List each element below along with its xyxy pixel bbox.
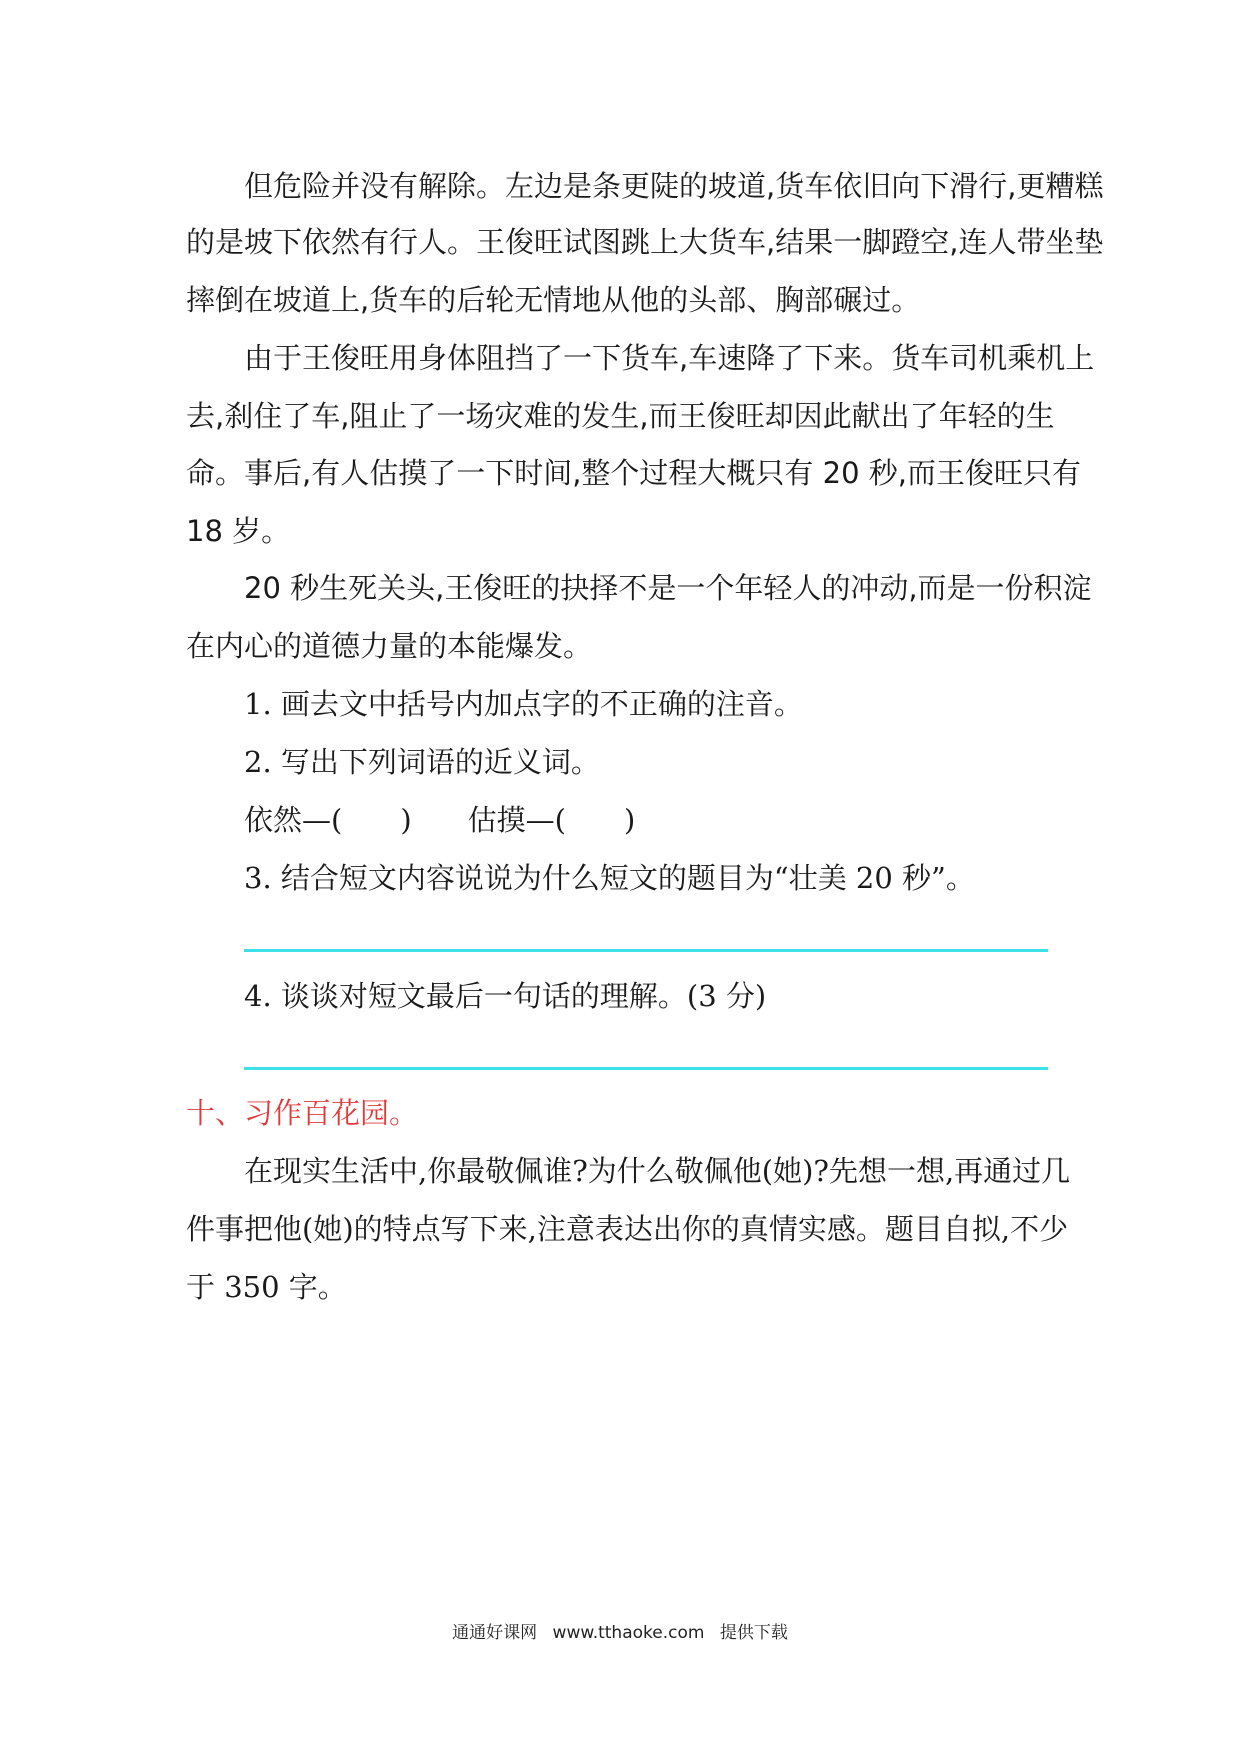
section-10-line-1: 在现实生活中,你最敬佩谁?为什么敬佩他(她)?先想一想,再通过几 — [244, 1154, 1071, 1188]
footer-suffix: 提供下载 — [719, 1623, 788, 1643]
question-1: 1. 画去文中括号内加点字的不正确的注音。 — [244, 687, 803, 721]
question-4: 4. 谈谈对短文最后一句话的理解。(3 分) — [244, 979, 767, 1013]
section-10-title: 十、习作百花园。 — [186, 1096, 419, 1130]
footer-site-name: 通通好课网 — [452, 1623, 538, 1643]
footer-url[interactable]: www.tthaoke.com — [552, 1623, 705, 1643]
passage-p1-line-1: 但危险并没有解除。左边是条更陡的坡道,货车依旧向下滑行,更糟糕 — [244, 169, 1104, 203]
synonym-item-2: 估摸—( ) — [467, 803, 636, 837]
passage-p2-line-3: 命。事后,有人估摸了一下时间,整个过程大概只有 20 秒,而王俊旺只有 — [186, 456, 1081, 490]
section-10-line-2: 件事把他(她)的特点写下来,注意表达出你的真情实感。题目自拟,不少 — [186, 1212, 1069, 1246]
question-2-items — [244, 800, 635, 840]
passage-p3-line-1: 20 秒生死关头,王俊旺的抉择不是一个年轻人的冲动,而是一份积淀 — [244, 571, 1092, 605]
answer-line-q4[interactable] — [244, 1067, 1048, 1070]
passage-p2-line-2: 去,刹住了车,阻止了一场灾难的发生,而王俊旺却因此献出了年轻的生 — [186, 399, 1055, 433]
synonym-item-1: 依然—( ) — [244, 803, 412, 837]
section-10-line-3: 于 350 字。 — [186, 1270, 347, 1304]
passage-p2-line-1: 由于王俊旺用身体阻挡了一下货车,车速降了下来。货车司机乘机上 — [244, 341, 1095, 375]
question-3: 3. 结合短文内容说说为什么短文的题目为“壮美 20 秒”。 — [244, 861, 975, 895]
answer-line-q3[interactable] — [244, 949, 1048, 952]
passage-p2-line-4: 18 岁。 — [186, 514, 291, 548]
passage-p1-line-3: 摔倒在坡道上,货车的后轮无情地从他的头部、胸部碾过。 — [186, 283, 921, 317]
passage-p1-line-2: 的是坡下依然有行人。王俊旺试图跳上大货车,结果一脚蹬空,连人带坐垫 — [186, 225, 1104, 259]
passage-p3-line-2: 在内心的道德力量的本能爆发。 — [186, 629, 593, 663]
question-2: 2. 写出下列词语的近义词。 — [244, 745, 600, 779]
page-footer — [0, 1621, 1240, 1645]
